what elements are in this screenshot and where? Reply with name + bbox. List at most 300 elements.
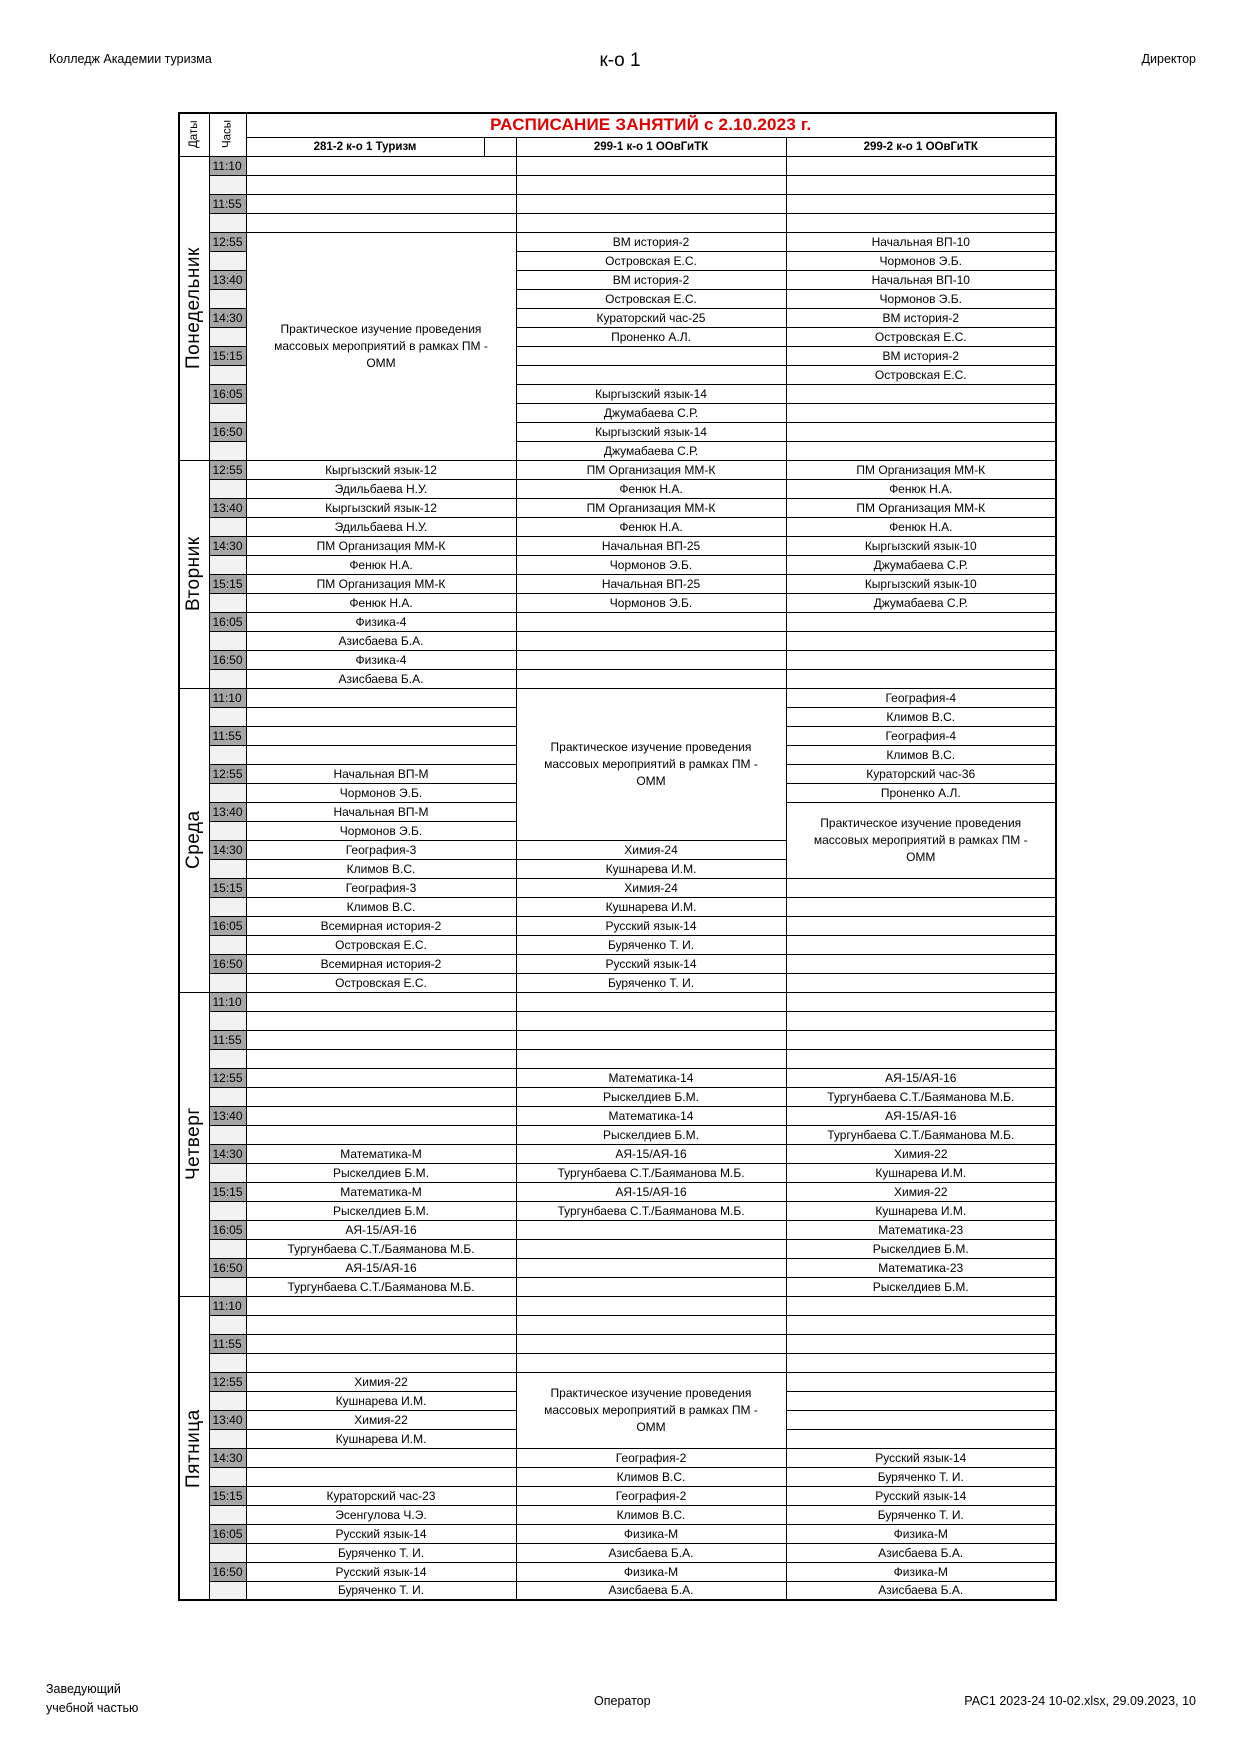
- schedule-row: [179, 1524, 1056, 1543]
- time-slot-sub: [209, 783, 246, 802]
- schedule-row: [179, 1353, 1056, 1372]
- schedule-row: [179, 1087, 1056, 1106]
- schedule-title: РАСПИСАНИЕ ЗАНЯТИЙ с 2.10.2023 г.: [246, 113, 1056, 137]
- schedule-row: [179, 1220, 1056, 1239]
- teacher-cell: [246, 745, 516, 764]
- schedule-row: [179, 1163, 1056, 1182]
- teacher-cell: Чормонов Э.Б.: [786, 289, 1056, 308]
- teacher-cell: Тургунбаева С.Т./Баяманова М.Б.: [246, 1239, 516, 1258]
- subject-cell: Математика-М: [246, 1144, 516, 1163]
- teacher-cell: Фенюк Н.А.: [246, 555, 516, 574]
- teacher-cell: Проненко А.Л.: [786, 783, 1056, 802]
- subject-cell: [516, 346, 786, 365]
- subject-cell: Русский язык-14: [516, 916, 786, 935]
- schedule-row: [179, 498, 1056, 517]
- subject-cell: ВМ история-2: [786, 308, 1056, 327]
- subject-cell: Всемирная история-2: [246, 916, 516, 935]
- schedule-row: [179, 213, 1056, 232]
- teacher-cell: [786, 973, 1056, 992]
- teacher-cell: [786, 669, 1056, 688]
- schedule-row: [179, 1448, 1056, 1467]
- teacher-cell: [516, 175, 786, 194]
- teacher-cell: [516, 365, 786, 384]
- time-slot: 11:10: [209, 688, 246, 707]
- teacher-cell: Фенюк Н.А.: [786, 517, 1056, 536]
- teacher-cell: [516, 1239, 786, 1258]
- time-slot: 12:55: [209, 764, 246, 783]
- schedule-row: [179, 555, 1056, 574]
- teacher-cell: Климов В.С.: [246, 859, 516, 878]
- subject-cell: Кыргызский язык-10: [786, 574, 1056, 593]
- practice-block-cell: Практическое изучение проведения массовых мероприятий в рамках ПМ - ОММ: [516, 1372, 786, 1448]
- group-header-281-2: 281-2 к-о 1 Туризм: [246, 137, 484, 156]
- time-slot-sub: [209, 365, 246, 384]
- time-slot-sub: [209, 1239, 246, 1258]
- teacher-cell: Тургунбаева С.Т./Баяманова М.Б.: [516, 1163, 786, 1182]
- subject-cell: [786, 1030, 1056, 1049]
- time-slot-sub: [209, 669, 246, 688]
- teacher-cell: Рыскелдиев Б.М.: [516, 1125, 786, 1144]
- teacher-cell: Джумабаева С.Р.: [786, 555, 1056, 574]
- time-slot-sub: [209, 1201, 246, 1220]
- teacher-cell: Фенюк Н.А.: [516, 479, 786, 498]
- schedule-row: [179, 1182, 1056, 1201]
- teacher-cell: Азисбаева Б.А.: [246, 631, 516, 650]
- time-slot-sub: [209, 1467, 246, 1486]
- subject-cell: [786, 1296, 1056, 1315]
- time-slot-sub: [209, 213, 246, 232]
- teacher-cell: Чормонов Э.Б.: [246, 821, 516, 840]
- teacher-cell: Рыскелдиев Б.М.: [246, 1163, 516, 1182]
- subject-cell: Начальная ВП-М: [246, 802, 516, 821]
- schedule-row: [179, 593, 1056, 612]
- teacher-cell: [516, 1315, 786, 1334]
- subject-cell: АЯ-15/АЯ-16: [246, 1220, 516, 1239]
- subject-cell: [246, 194, 516, 213]
- teacher-cell: Островская Е.С.: [786, 327, 1056, 346]
- time-slot-sub: [209, 935, 246, 954]
- teacher-cell: Островская Е.С.: [786, 365, 1056, 384]
- schedule-row: [179, 688, 1056, 707]
- teacher-cell: Фенюк Н.А.: [246, 593, 516, 612]
- time-slot-sub: [209, 631, 246, 650]
- time-slot: 11:55: [209, 1030, 246, 1049]
- time-slot: 16:05: [209, 1220, 246, 1239]
- teacher-cell: Джумабаева С.Р.: [516, 403, 786, 422]
- subject-cell: Кыргызский язык-12: [246, 498, 516, 517]
- time-slot-sub: [209, 1353, 246, 1372]
- subject-cell: География-3: [246, 878, 516, 897]
- subject-cell: География-4: [786, 726, 1056, 745]
- subject-cell: Кураторский час-36: [786, 764, 1056, 783]
- subject-cell: География-2: [516, 1486, 786, 1505]
- subject-cell: АЯ-15/АЯ-16: [246, 1258, 516, 1277]
- footer-file-info: РАС1 2023-24 10-02.xlsx, 29.09.2023, 10: [964, 1694, 1196, 1708]
- time-slot: 13:40: [209, 802, 246, 821]
- subject-cell: ПМ Организация ММ-К: [786, 498, 1056, 517]
- subject-cell: ПМ Организация ММ-К: [246, 574, 516, 593]
- teacher-cell: [516, 213, 786, 232]
- schedule-row: [179, 194, 1056, 213]
- time-slot: 14:30: [209, 308, 246, 327]
- schedule-row: [179, 1068, 1056, 1087]
- teacher-cell: Буряченко Т. И.: [246, 1543, 516, 1562]
- schedule-row: [179, 897, 1056, 916]
- schedule-row: [179, 1486, 1056, 1505]
- subject-cell: АЯ-15/АЯ-16: [786, 1068, 1056, 1087]
- teacher-cell: Островская Е.С.: [246, 935, 516, 954]
- teacher-cell: Проненко А.Л.: [516, 327, 786, 346]
- time-slot: 13:40: [209, 498, 246, 517]
- subject-cell: [786, 916, 1056, 935]
- time-slot: 14:30: [209, 1448, 246, 1467]
- teacher-cell: Эдильбаева Н.У.: [246, 479, 516, 498]
- subject-cell: [246, 1106, 516, 1125]
- teacher-cell: [516, 631, 786, 650]
- subject-cell: Кураторский час-23: [246, 1486, 516, 1505]
- time-slot: 12:55: [209, 1372, 246, 1391]
- teacher-cell: Чормонов Э.Б.: [516, 555, 786, 574]
- subject-cell: [516, 194, 786, 213]
- time-slot-sub: [209, 593, 246, 612]
- time-slot-sub: [209, 1087, 246, 1106]
- teacher-cell: Островская Е.С.: [516, 289, 786, 308]
- teacher-cell: Буряченко Т. И.: [786, 1467, 1056, 1486]
- teacher-cell: Фенюк Н.А.: [516, 517, 786, 536]
- time-slot-sub: [209, 1391, 246, 1410]
- subject-cell: География-3: [246, 840, 516, 859]
- time-slot: 16:50: [209, 1258, 246, 1277]
- time-slot-sub: [209, 707, 246, 726]
- subject-cell: [246, 1030, 516, 1049]
- subject-cell: Математика-М: [246, 1182, 516, 1201]
- schedule-row: [179, 517, 1056, 536]
- subject-cell: Математика-23: [786, 1220, 1056, 1239]
- time-slot-sub: [209, 1315, 246, 1334]
- schedule-row: [179, 916, 1056, 935]
- teacher-cell: [786, 1049, 1056, 1068]
- teacher-cell: Эдильбаева Н.У.: [246, 517, 516, 536]
- time-slot: 11:55: [209, 194, 246, 213]
- schedule-row: [179, 479, 1056, 498]
- time-slot: 11:55: [209, 1334, 246, 1353]
- time-slot: 12:55: [209, 460, 246, 479]
- day-label: Пятница: [179, 1296, 209, 1600]
- subject-cell: [516, 612, 786, 631]
- teacher-cell: Эсенгулова Ч.Э.: [246, 1505, 516, 1524]
- teacher-cell: Рыскелдиев Б.М.: [786, 1277, 1056, 1296]
- teacher-cell: Кушнарева И.М.: [516, 859, 786, 878]
- teacher-cell: [246, 707, 516, 726]
- subject-cell: Химия-24: [516, 840, 786, 859]
- time-slot-sub: [209, 1543, 246, 1562]
- subject-cell: Кураторский час-25: [516, 308, 786, 327]
- college-name: Колледж Академии туризма: [49, 52, 212, 66]
- schedule-row: [179, 1505, 1056, 1524]
- schedule-row: [179, 1315, 1056, 1334]
- schedule-row: [179, 650, 1056, 669]
- teacher-cell: Рыскелдиев Б.М.: [786, 1239, 1056, 1258]
- schedule-row: [179, 1562, 1056, 1581]
- teacher-cell: [516, 669, 786, 688]
- time-slot-sub: [209, 1125, 246, 1144]
- time-slot: 16:50: [209, 954, 246, 973]
- subject-cell: ВМ история-2: [786, 346, 1056, 365]
- subject-cell: [786, 194, 1056, 213]
- teacher-cell: [786, 1429, 1056, 1448]
- subject-cell: Кыргызский язык-10: [786, 536, 1056, 555]
- schedule-row: [179, 1125, 1056, 1144]
- subject-cell: Физика-М: [516, 1524, 786, 1543]
- time-slot-sub: [209, 1581, 246, 1600]
- schedule-row: [179, 992, 1056, 1011]
- time-slot-sub: [209, 327, 246, 346]
- subject-cell: АЯ-15/АЯ-16: [516, 1144, 786, 1163]
- subject-cell: [786, 156, 1056, 175]
- group-header-spacer: [484, 137, 516, 156]
- teacher-cell: [516, 1277, 786, 1296]
- teacher-cell: Тургунбаева С.Т./Баяманова М.Б.: [786, 1087, 1056, 1106]
- teacher-cell: Рыскелдиев Б.М.: [516, 1087, 786, 1106]
- time-slot: 11:10: [209, 156, 246, 175]
- day-label: Среда: [179, 688, 209, 992]
- subject-cell: Химия-22: [786, 1182, 1056, 1201]
- teacher-cell: [516, 1353, 786, 1372]
- teacher-cell: [246, 1049, 516, 1068]
- subject-cell: Начальная ВП-25: [516, 574, 786, 593]
- time-slot: 12:55: [209, 232, 246, 251]
- time-slot: 16:50: [209, 1562, 246, 1581]
- subject-cell: Физика-М: [786, 1524, 1056, 1543]
- subject-cell: Кыргызский язык-14: [516, 384, 786, 403]
- teacher-cell: [246, 1011, 516, 1030]
- teacher-cell: Азисбаева Б.А.: [246, 669, 516, 688]
- subject-cell: [246, 726, 516, 745]
- subject-cell: [516, 1258, 786, 1277]
- teacher-cell: [246, 1125, 516, 1144]
- subject-cell: [786, 384, 1056, 403]
- time-slot-sub: [209, 859, 246, 878]
- subject-cell: [516, 1296, 786, 1315]
- schedule-row: [179, 973, 1056, 992]
- day-label: Понедельник: [179, 156, 209, 460]
- footer-head-line1: Заведующий: [46, 1682, 121, 1696]
- time-slot: 11:10: [209, 1296, 246, 1315]
- teacher-cell: [786, 175, 1056, 194]
- time-slot: 15:15: [209, 574, 246, 593]
- time-slot-sub: [209, 1049, 246, 1068]
- dates-column-header: Даты: [179, 113, 209, 156]
- teacher-cell: Тургунбаева С.Т./Баяманова М.Б.: [246, 1277, 516, 1296]
- subject-cell: Физика-М: [786, 1562, 1056, 1581]
- schedule-row: [179, 1258, 1056, 1277]
- subject-cell: [246, 992, 516, 1011]
- subject-cell: Математика-14: [516, 1106, 786, 1125]
- subject-cell: Химия-24: [516, 878, 786, 897]
- schedule-row: [179, 156, 1056, 175]
- schedule-row: [179, 1581, 1056, 1600]
- teacher-cell: Островская Е.С.: [516, 251, 786, 270]
- time-slot: 14:30: [209, 840, 246, 859]
- schedule-row: [179, 1372, 1056, 1391]
- subject-cell: Русский язык-14: [246, 1524, 516, 1543]
- subject-cell: [246, 1296, 516, 1315]
- hours-column-header: Часы: [209, 113, 246, 156]
- subject-cell: Математика-14: [516, 1068, 786, 1087]
- schedule-row: [179, 954, 1056, 973]
- schedule-row: [179, 460, 1056, 479]
- schedule-row: [179, 1011, 1056, 1030]
- time-slot: 15:15: [209, 346, 246, 365]
- teacher-cell: [246, 213, 516, 232]
- subject-cell: Русский язык-14: [786, 1448, 1056, 1467]
- practice-block-cell: Практическое изучение проведения массовых мероприятий в рамках ПМ - ОММ: [246, 232, 516, 460]
- subject-cell: [246, 1334, 516, 1353]
- teacher-cell: [246, 1087, 516, 1106]
- subject-cell: [786, 992, 1056, 1011]
- teacher-cell: [786, 403, 1056, 422]
- subject-cell: [786, 1372, 1056, 1391]
- subject-cell: [516, 650, 786, 669]
- group-header-299-2: 299-2 к-о 1 ООвГиТК: [786, 137, 1056, 156]
- teacher-cell: Чормонов Э.Б.: [516, 593, 786, 612]
- teacher-cell: Буряченко Т. И.: [786, 1505, 1056, 1524]
- subject-cell: География-4: [786, 688, 1056, 707]
- teacher-cell: Тургунбаева С.Т./Баяманова М.Б.: [786, 1125, 1056, 1144]
- teacher-cell: Азисбаева Б.А.: [516, 1543, 786, 1562]
- time-slot-sub: [209, 555, 246, 574]
- schedule-row: [179, 1201, 1056, 1220]
- time-slot: 16:05: [209, 384, 246, 403]
- teacher-cell: Климов В.С.: [786, 745, 1056, 764]
- teacher-cell: [516, 1049, 786, 1068]
- time-slot: 14:30: [209, 1144, 246, 1163]
- teacher-cell: Буряченко Т. И.: [516, 973, 786, 992]
- teacher-cell: Кушнарева И.М.: [516, 897, 786, 916]
- time-slot: 15:15: [209, 1182, 246, 1201]
- subject-cell: Русский язык-14: [786, 1486, 1056, 1505]
- subject-cell: ВМ история-2: [516, 270, 786, 289]
- teacher-cell: Кушнарева И.М.: [786, 1201, 1056, 1220]
- teacher-cell: Рыскелдиев Б.М.: [246, 1201, 516, 1220]
- schedule-row: [179, 669, 1056, 688]
- subject-cell: [246, 1068, 516, 1087]
- subject-cell: Русский язык-14: [516, 954, 786, 973]
- time-slot-sub: [209, 175, 246, 194]
- time-slot-sub: [209, 1429, 246, 1448]
- subject-cell: Математика-23: [786, 1258, 1056, 1277]
- time-slot: 14:30: [209, 536, 246, 555]
- subject-cell: [246, 156, 516, 175]
- time-slot-sub: [209, 897, 246, 916]
- schedule-row: [179, 1334, 1056, 1353]
- time-slot: 16:05: [209, 916, 246, 935]
- subject-cell: [786, 878, 1056, 897]
- subject-cell: АЯ-15/АЯ-16: [786, 1106, 1056, 1125]
- teacher-cell: [786, 1011, 1056, 1030]
- subject-cell: [516, 156, 786, 175]
- teacher-cell: Джумабаева С.Р.: [516, 441, 786, 460]
- subject-cell: [786, 650, 1056, 669]
- schedule-row: [179, 1467, 1056, 1486]
- time-slot-sub: [209, 1011, 246, 1030]
- teacher-cell: Чормонов Э.Б.: [246, 783, 516, 802]
- time-slot-sub: [209, 289, 246, 308]
- subject-cell: Химия-22: [246, 1410, 516, 1429]
- subject-cell: Начальная ВП-М: [246, 764, 516, 783]
- time-slot: 15:15: [209, 1486, 246, 1505]
- time-slot: 16:05: [209, 1524, 246, 1543]
- time-slot-sub: [209, 441, 246, 460]
- teacher-cell: Кушнарева И.М.: [786, 1163, 1056, 1182]
- teacher-cell: [516, 1011, 786, 1030]
- teacher-cell: [786, 631, 1056, 650]
- time-slot: 11:10: [209, 992, 246, 1011]
- subject-cell: [246, 688, 516, 707]
- time-slot: 11:55: [209, 726, 246, 745]
- subject-cell: Физика-4: [246, 650, 516, 669]
- subject-cell: [786, 422, 1056, 441]
- page-title: к-о 1: [599, 50, 641, 71]
- schedule-row: [179, 612, 1056, 631]
- schedule-row: [179, 1030, 1056, 1049]
- schedule-row: [179, 631, 1056, 650]
- teacher-cell: Буряченко Т. И.: [246, 1581, 516, 1600]
- subject-cell: [516, 1030, 786, 1049]
- subject-cell: ПМ Организация ММ-К: [786, 460, 1056, 479]
- subject-cell: [516, 1220, 786, 1239]
- subject-cell: Начальная ВП-10: [786, 232, 1056, 251]
- subject-cell: [786, 1410, 1056, 1429]
- teacher-cell: Азисбаева Б.А.: [516, 1581, 786, 1600]
- teacher-cell: [246, 175, 516, 194]
- teacher-cell: Азисбаева Б.А.: [786, 1543, 1056, 1562]
- day-label: Вторник: [179, 460, 209, 688]
- subject-cell: ПМ Организация ММ-К: [516, 460, 786, 479]
- teacher-cell: Буряченко Т. И.: [516, 935, 786, 954]
- time-slot-sub: [209, 251, 246, 270]
- teacher-cell: Климов В.С.: [786, 707, 1056, 726]
- director-label: Директор: [1141, 52, 1196, 66]
- time-slot: 16:50: [209, 422, 246, 441]
- subject-cell: ВМ история-2: [516, 232, 786, 251]
- teacher-cell: Тургунбаева С.Т./Баяманова М.Б.: [516, 1201, 786, 1220]
- teacher-cell: [786, 441, 1056, 460]
- subject-cell: АЯ-15/АЯ-16: [516, 1182, 786, 1201]
- time-slot-sub: [209, 1505, 246, 1524]
- time-slot: 16:50: [209, 650, 246, 669]
- practice-block-cell: Практическое изучение проведения массовых мероприятий в рамках ПМ - ОММ: [786, 802, 1056, 878]
- subject-cell: [786, 954, 1056, 973]
- time-slot: 15:15: [209, 878, 246, 897]
- schedule-row: [179, 1277, 1056, 1296]
- subject-cell: Кыргызский язык-14: [516, 422, 786, 441]
- time-slot-sub: [209, 1277, 246, 1296]
- footer-head-of-studies: [46, 1680, 138, 1718]
- subject-cell: География-2: [516, 1448, 786, 1467]
- teacher-cell: Климов В.С.: [516, 1505, 786, 1524]
- subject-cell: Химия-22: [246, 1372, 516, 1391]
- subject-cell: Кыргызский язык-12: [246, 460, 516, 479]
- teacher-cell: [246, 1315, 516, 1334]
- teacher-cell: [246, 1467, 516, 1486]
- teacher-cell: Островская Е.С.: [246, 973, 516, 992]
- teacher-cell: [786, 1391, 1056, 1410]
- teacher-cell: Климов В.С.: [516, 1467, 786, 1486]
- teacher-cell: Кушнарева И.М.: [246, 1429, 516, 1448]
- time-slot: 13:40: [209, 1106, 246, 1125]
- schedule-row: [179, 175, 1056, 194]
